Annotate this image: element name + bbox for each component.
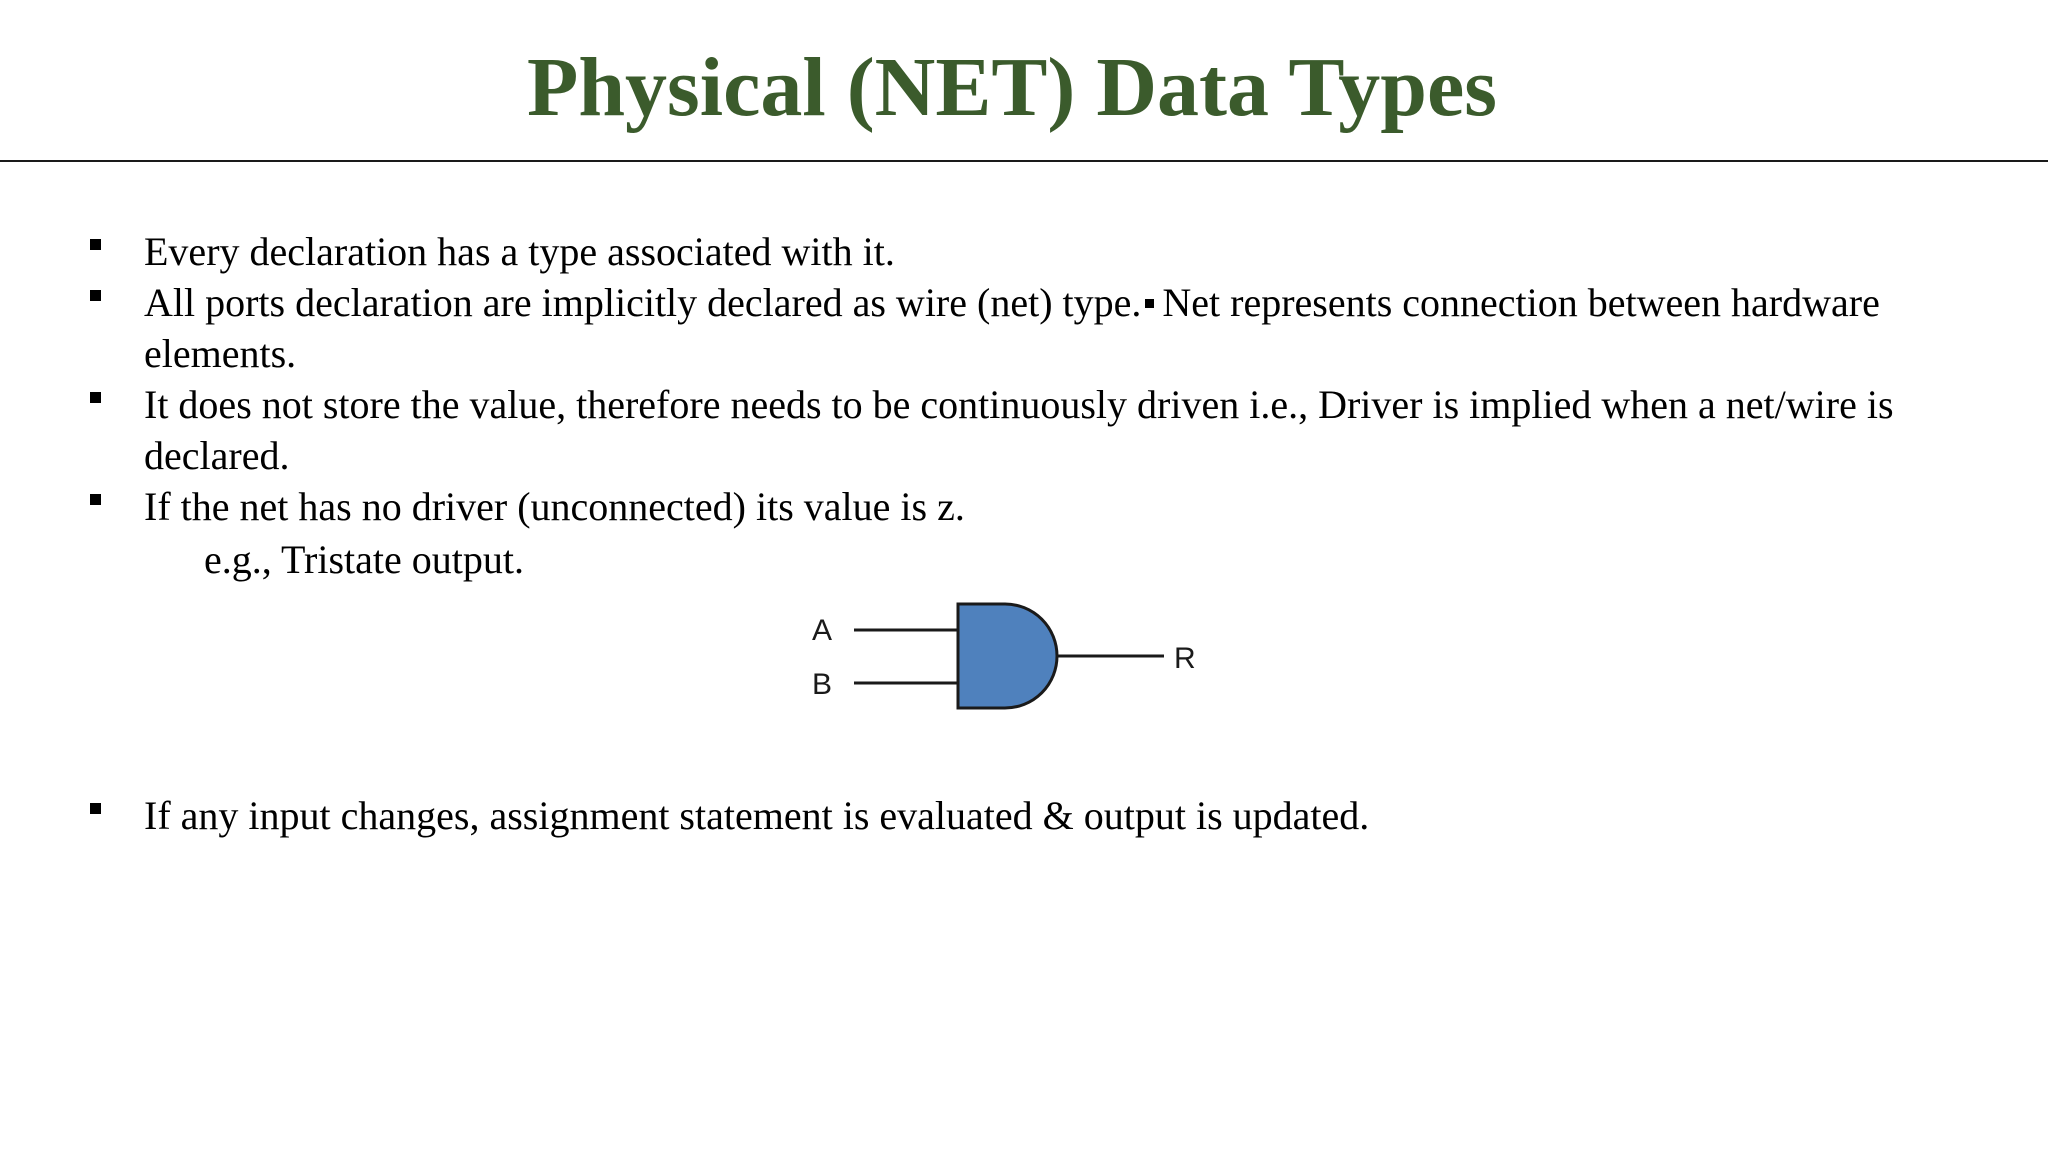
bullet-text: All ports declaration are implicitly declared as wire (net) type. [144,280,1142,325]
and-gate-icon [958,604,1057,708]
bullet-item [0,481,2048,532]
bullet-item [0,226,2048,277]
input-b-label: B [812,668,833,701]
inline-square-bullet-icon [1145,299,1154,308]
square-bullet-icon [90,494,101,505]
square-bullet-icon [90,803,101,814]
bullet-item [0,790,2048,841]
example-line: e.g., Tristate output. [204,537,525,582]
output-label: R [1174,642,1196,675]
bullet-text: It does not store the value, therefore needs to be continuously driven i.e., Driver is implied when a net/wire is declared. [144,382,1894,478]
bullet-text: If the net has no driver (unconnected) its value is z. [144,484,965,529]
bullet-item [0,277,2048,379]
bullet-list [0,226,2048,532]
title-divider [0,160,2048,162]
and-gate-diagram [800,596,1210,720]
square-bullet-icon [90,392,101,403]
bullet-list-continued [0,790,2048,841]
slide-title: Physical (NET) Data Types [527,41,1497,134]
bullet-text: Every declaration has a type associated with it. [144,229,895,274]
square-bullet-icon [90,290,101,301]
bullet-text-continued: Net represents connection between hardware elements. [144,280,1880,376]
bullet-text: If any input changes, assignment statement is evaluated & output is updated. [144,793,1370,838]
square-bullet-icon [90,239,101,250]
bullet-item [0,379,2048,481]
input-a-label: A [812,614,833,647]
